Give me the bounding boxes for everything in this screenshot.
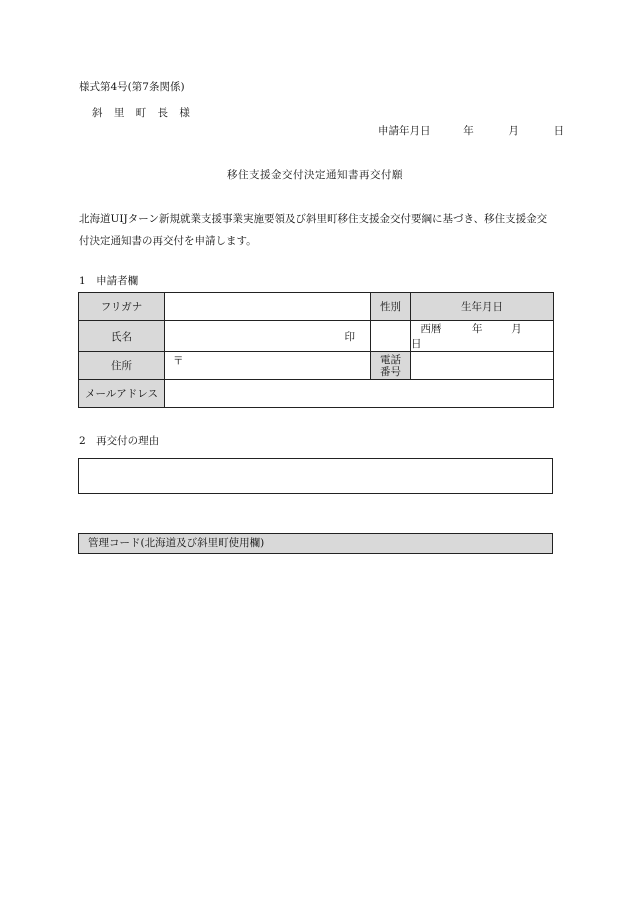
birthdate-year: 年 — [472, 323, 483, 335]
furigana-label: フリガナ — [79, 293, 165, 321]
birthdate-month: 月 — [511, 323, 522, 335]
gender-label: 性別 — [371, 293, 411, 321]
reason-field[interactable] — [78, 458, 553, 494]
seal-mark: 印 — [344, 330, 355, 343]
birthdate-era: 西暦 — [420, 323, 442, 335]
application-date-month: 月 — [508, 125, 519, 137]
email-field[interactable] — [165, 380, 554, 408]
furigana-row — [79, 293, 554, 321]
form-number: 様式第4号(第7条関係) — [79, 81, 185, 93]
email-label: メールアドレス — [79, 380, 165, 408]
document-title: 移住支援金交付決定通知書再交付願 — [227, 169, 403, 181]
name-row — [79, 321, 554, 352]
addressee: 斜 里 町 長 様 — [92, 107, 194, 119]
birthdate-day: 日 — [411, 338, 422, 350]
application-date-day: 日 — [553, 125, 565, 137]
birthdate-label: 生年月日 — [411, 293, 554, 321]
postal-mark: 〒 — [173, 355, 184, 367]
application-date-line — [378, 125, 564, 138]
address-row — [79, 352, 554, 380]
phone-label — [371, 352, 411, 380]
section-reason-heading: 2 再交付の理由 — [79, 435, 160, 447]
name-label: 氏名 — [79, 321, 165, 352]
email-row — [79, 380, 554, 408]
birthdate-field[interactable] — [411, 321, 554, 352]
furigana-field[interactable] — [165, 293, 371, 321]
section-applicant-heading: 1 申請者欄 — [79, 275, 139, 287]
name-field[interactable] — [165, 321, 371, 352]
application-date-label: 申請年月日 — [378, 125, 431, 137]
body-text: 北海道UIJターン新規就業支援事業実施要領及び斜里町移住支援金交付要綱に基づき、移住支援金交付決定通知書の再交付を申請します。 — [79, 213, 548, 247]
applicant-table — [78, 292, 554, 408]
address-label: 住所 — [79, 352, 165, 380]
application-date-year: 年 — [463, 125, 474, 137]
phone-field[interactable] — [411, 352, 554, 380]
phone-label-line1: 電話 — [380, 353, 401, 366]
gender-field[interactable] — [371, 321, 411, 352]
address-field[interactable] — [165, 352, 371, 380]
phone-label-line2: 番号 — [380, 365, 401, 378]
admin-code-box: 管理コード(北海道及び斜里町使用欄) — [78, 533, 553, 554]
